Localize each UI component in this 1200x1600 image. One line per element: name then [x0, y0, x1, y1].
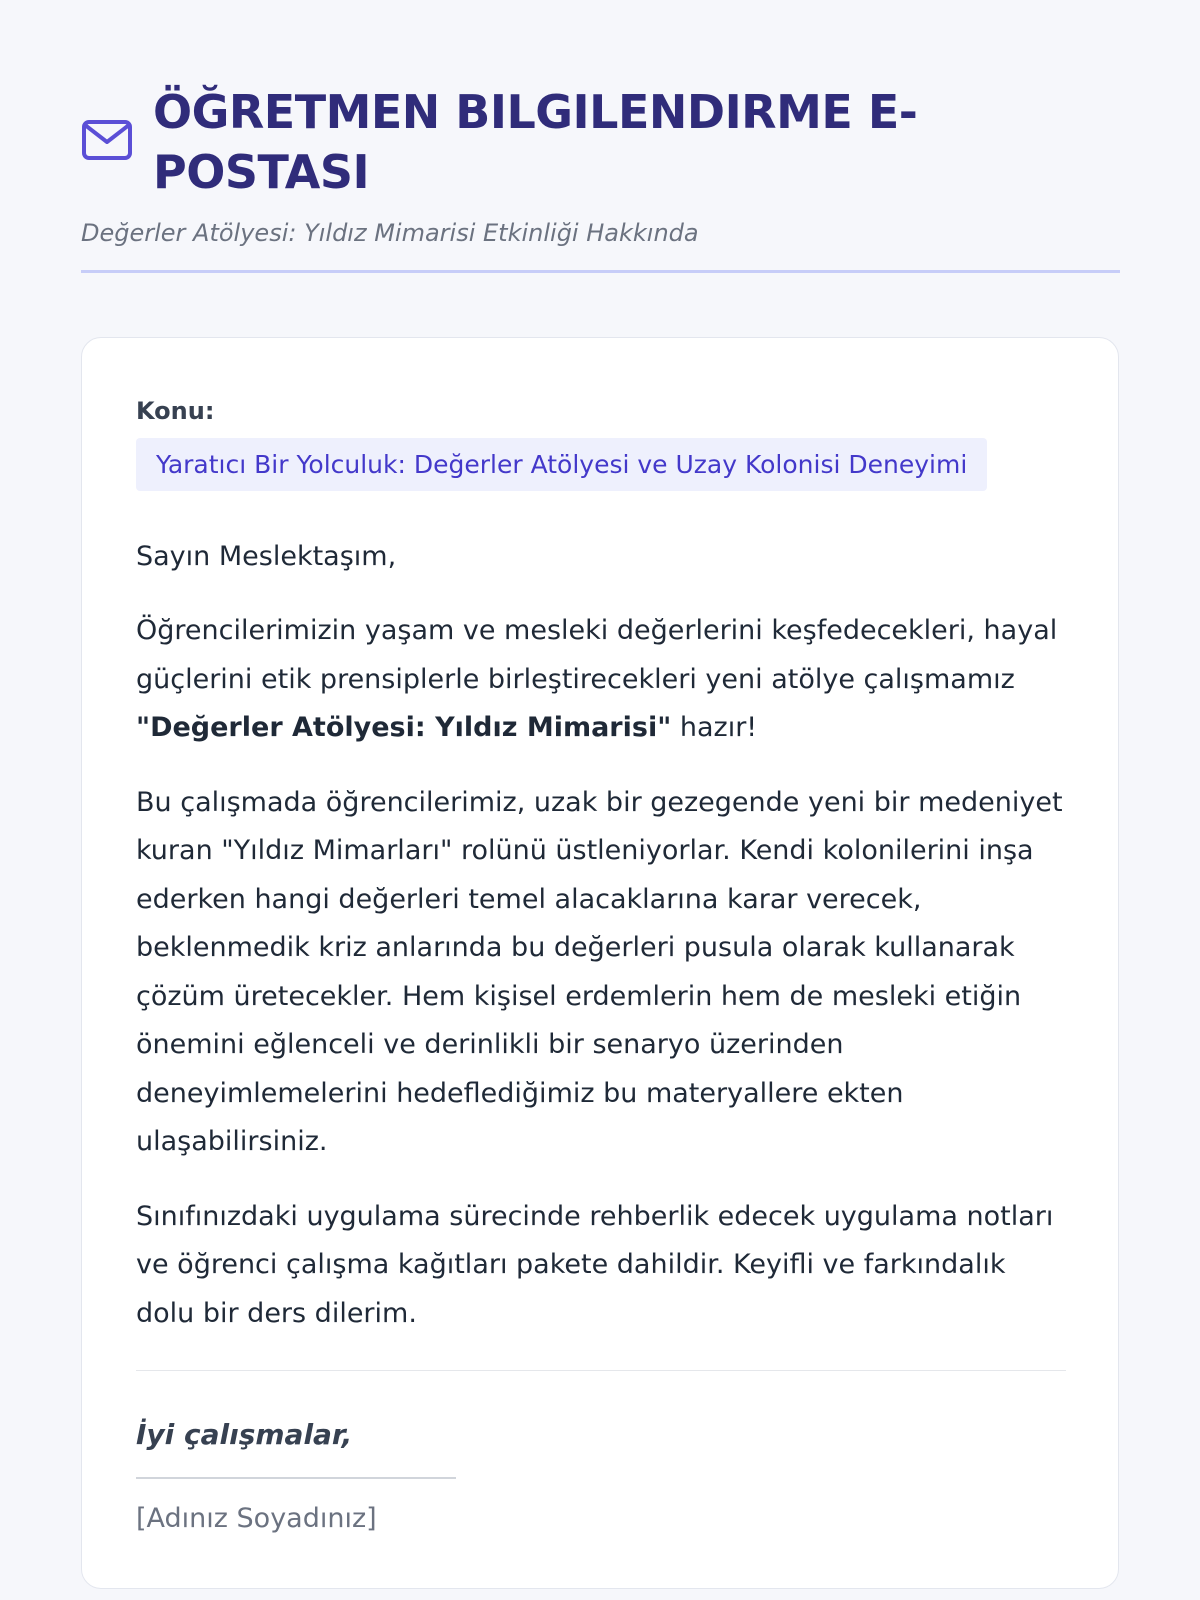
- closing: İyi çalışmalar,: [136, 1418, 353, 1451]
- subject-value: Yaratıcı Bir Yolculuk: Değerler Atölyesi ve Uzay Kolonisi Deneyimi: [136, 438, 987, 491]
- email-body: [136, 396, 1066, 1539]
- header-divider: [81, 270, 1120, 273]
- paragraph-description: Bu çalışmada öğrencilerimiz, uzak bir gezegende yeni bir medeniyet kuran "Yıldız Mimarları" rolünü üstleniyorlar. Kendi kolonilerini inşa ederken hangi değerleri temel alacaklarına karar verecek, beklenmedik kriz anlarında bu değerleri pusula olarak kullanarak çözüm üretecekler. Hem kişisel erdemlerin hem de mesleki etiğin önemini eğlenceli ve derinlikli bir senaryo üzerinden deneyimlemelerini hedeflediğimiz bu materyallere ekten ulaşabilirsiniz.: [136, 786, 1063, 1157]
- envelope-icon: [81, 118, 133, 162]
- paragraph-intro: [136, 607, 1066, 753]
- greeting: Sayın Meslektaşım,: [136, 541, 397, 572]
- email-card: [81, 337, 1119, 1589]
- paragraph-intro-text: Öğrencilerimizin yaşam ve mesleki değerlerini keşfedecekleri, hayal güçlerini etik prensiplerle birleştirecekleri yeni atölye çalışmamız: [136, 615, 1058, 695]
- subject-label: Konu:: [136, 397, 215, 425]
- signature-line: [136, 1477, 456, 1479]
- page-title: ÖĞRETMEN BILGILENDIRME E-POSTASI: [153, 85, 918, 199]
- body-divider: [136, 1370, 1066, 1371]
- page-header: [81, 0, 1120, 273]
- paragraph-materials: Sınıfınızdaki uygulama sürecinde rehberlik edecek uygulama notları ve öğrenci çalışma kağıtları pakete dahildir. Keyifli ve farkındalık dolu bir ders dilerim.: [136, 1200, 1054, 1329]
- paragraph-intro-end: hazır!: [671, 712, 758, 743]
- page-subtitle: Değerler Atölyesi: Yıldız Mimarisi Etkinliği Hakkında: [81, 219, 699, 247]
- signature-placeholder: [Adınız Soyadınız]: [136, 1503, 377, 1534]
- header: [81, 82, 1120, 202]
- workshop-name: "Değerler Atölyesi: Yıldız Mimarisi": [136, 712, 672, 743]
